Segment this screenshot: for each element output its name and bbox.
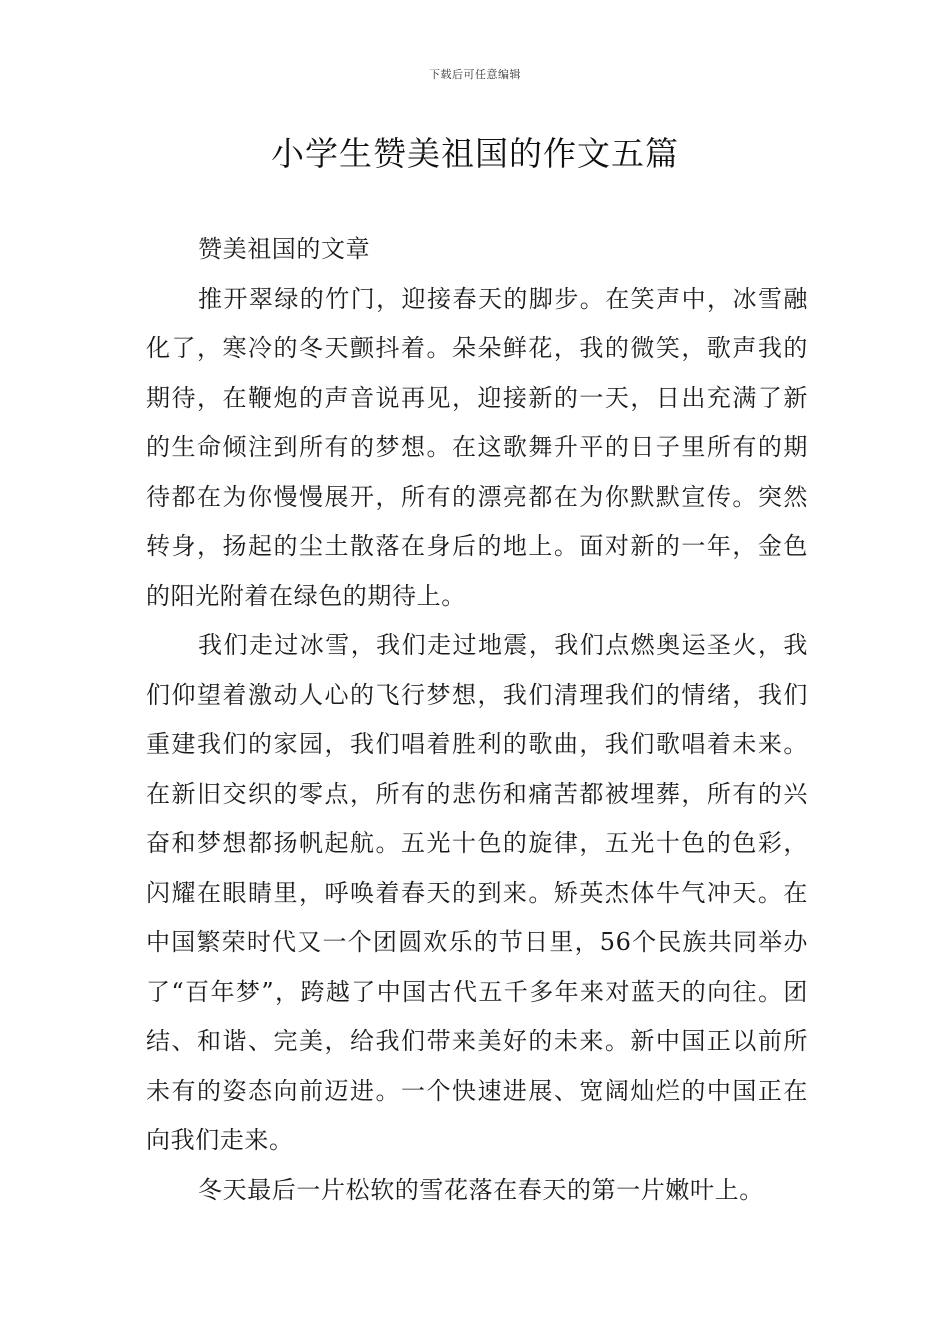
section-subheading: 赞美祖国的文章 [198,235,371,263]
document-body [146,225,808,1215]
paragraph: 推开翠绿的竹门，迎接春天的脚步。在笑声中，冰雪融化了，寒冷的冬天颤抖着。朵朵鲜花，我的微笑，歌声我的期待，在鞭炮的声音说再见，迎接新的一天，日出充满了新的生命倾注到所有的梦想。在这歌舞升平的日子里所有的期待都在为你慢慢展开，所有的漂亮都在为你默默宣传。突然转身，扬起的尘土散落在身后的地上。面对新的一年，金色的阳光附着在绿色的期待上。 [146,284,808,610]
paragraph: 我们走过冰雪，我们走过地震，我们点燃奥运圣火，我们仰望着激动人心的飞行梦想，我们清理我们的情绪，我们重建我们的家园，我们唱着胜利的歌曲，我们歌唱着未来。在新旧交织的零点，所有的悲伤和痛苦都被埋葬，所有的兴奋和梦想都扬帆起航。五光十色的旋律，五光十色的色彩，闪耀在眼睛里，呼唤着春天的到来。矫英杰体牛气冲天。在中国繁荣时代又一个团圆欢乐的节日里，56个民族共同举办了“百年梦”，跨越了中国古代五千多年来对蓝天的向往。团结、和谐、完美，给我们带来美好的未来。新中国正以前所未有的姿态向前迈进。一个快速进展、宽阔灿烂的中国正在向我们走来。 [146,631,808,1154]
header-note: 下载后可任意编辑 [429,68,521,81]
document-title: 小学生赞美祖国的作文五篇 [271,134,679,173]
paragraph: 冬天最后一片松软的雪花落在春天的第一片嫩叶上。 [198,1175,764,1204]
